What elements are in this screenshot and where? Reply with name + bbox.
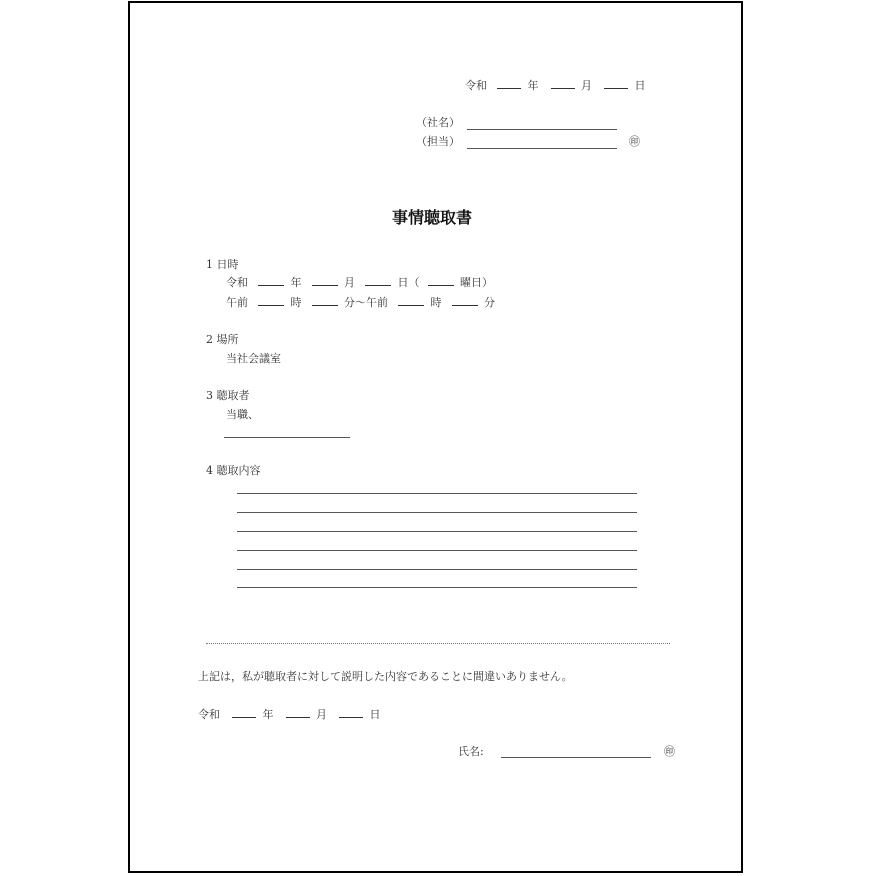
- header-month-label: 月: [581, 79, 592, 92]
- s1-weekday-blank[interactable]: [428, 276, 454, 286]
- section-1-heading: 1 日時: [206, 258, 239, 271]
- footer-day-label: 日: [369, 708, 381, 721]
- company-label: （社名）: [416, 116, 460, 129]
- footer-date-line: [198, 708, 381, 722]
- s1-min1-blank[interactable]: [312, 296, 338, 306]
- header-day-label: 日: [634, 79, 646, 92]
- content-line[interactable]: [237, 550, 637, 551]
- footer-month-blank[interactable]: [286, 708, 310, 718]
- header-year-blank[interactable]: [497, 79, 521, 89]
- s1-hour2-label: 時: [430, 296, 442, 309]
- section-3-value: 当職、: [226, 408, 259, 421]
- s1-day-blank[interactable]: [365, 276, 391, 286]
- footer-month-label: 月: [316, 708, 327, 721]
- footer-era: 令和: [198, 708, 220, 721]
- separator-dotted-line: [206, 643, 670, 644]
- s1-era: 令和: [226, 276, 248, 289]
- header-era: 令和: [465, 79, 487, 92]
- footer-day-blank[interactable]: [339, 708, 363, 718]
- s1-month-blank[interactable]: [312, 276, 338, 286]
- header-date-line: [465, 79, 646, 93]
- s1-min-to-label: 分～午前: [344, 296, 388, 309]
- s1-year-label: 年: [290, 276, 302, 289]
- section-2-heading: 2 場所: [206, 333, 239, 346]
- s1-am1: 午前: [226, 296, 248, 309]
- footer-seal-icon: ㊞: [664, 745, 675, 758]
- section-1-time-line: [226, 296, 495, 310]
- section-2-value: 当社会議室: [226, 352, 281, 365]
- section-4-heading: 4 聴取内容: [206, 464, 261, 477]
- content-line[interactable]: [237, 512, 637, 513]
- s1-day-label: 日（: [397, 276, 420, 289]
- s1-hour2-blank[interactable]: [398, 296, 424, 306]
- s1-weekday-label: 曜日）: [460, 276, 493, 289]
- company-field[interactable]: [467, 129, 617, 130]
- s1-month-label: 月: [344, 276, 355, 289]
- interviewer-name-field[interactable]: [224, 437, 350, 438]
- document-page: [128, 1, 743, 873]
- footer-name-label: 氏名:: [458, 745, 484, 758]
- content-line[interactable]: [237, 531, 637, 532]
- s1-min2-blank[interactable]: [452, 296, 478, 306]
- person-label: （担当）: [416, 135, 460, 148]
- footer-name-field[interactable]: [501, 757, 651, 758]
- person-seal-icon: ㊞: [629, 135, 640, 148]
- footer-year-blank[interactable]: [232, 708, 256, 718]
- content-line[interactable]: [237, 493, 637, 494]
- content-line[interactable]: [237, 587, 637, 588]
- section-3-heading: 3 聴取者: [206, 389, 250, 402]
- confirmation-statement: 上記は，私が聴取者に対して説明した内容であることに間違いありません。: [198, 670, 573, 683]
- person-field[interactable]: [467, 148, 617, 149]
- s1-min2-label: 分: [484, 296, 495, 309]
- s1-year-blank[interactable]: [258, 276, 284, 286]
- footer-year-label: 年: [262, 708, 274, 721]
- s1-hour1-label: 時: [290, 296, 302, 309]
- header-year-label: 年: [527, 79, 539, 92]
- header-month-blank[interactable]: [551, 79, 575, 89]
- section-1-date-line: [226, 276, 493, 290]
- s1-hour1-blank[interactable]: [258, 296, 284, 306]
- page-title: 事情聴取書: [392, 208, 473, 227]
- content-line[interactable]: [237, 569, 637, 570]
- header-day-blank[interactable]: [604, 79, 628, 89]
